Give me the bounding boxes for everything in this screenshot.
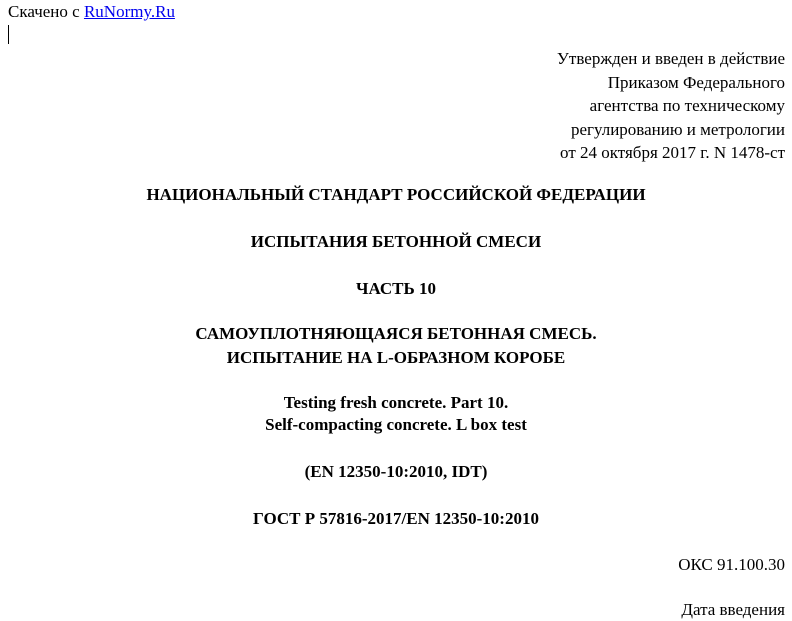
download-prefix: Скачено с xyxy=(8,2,80,21)
en-reference: (EN 12350-10:2010, IDT) xyxy=(304,462,488,481)
english-title xyxy=(0,392,792,436)
approval-line: Приказом Федерального xyxy=(607,72,785,92)
subject-title xyxy=(0,322,792,369)
subject-line: ИСПЫТАНИЕ НА L-ОБРАЗНОМ КОРОБЕ xyxy=(226,347,566,367)
approval-line: от 24 октября 2017 г. N 1478-ст xyxy=(560,143,785,162)
english-line: Self-compacting concrete. L box test xyxy=(265,415,527,434)
runormy-link[interactable]: RuNormy.Ru xyxy=(83,2,175,21)
part-title: ЧАСТЬ 10 xyxy=(355,279,436,298)
test-title: ИСПЫТАНИЯ БЕТОННОЙ СМЕСИ xyxy=(250,232,542,251)
download-source-line xyxy=(8,2,175,22)
gost-number: ГОСТ Р 57816-2017/EN 12350-10:2010 xyxy=(253,509,539,528)
approval-line: регулированию и метрологии xyxy=(570,119,785,139)
approval-block xyxy=(557,47,785,165)
standard-title: НАЦИОНАЛЬНЫЙ СТАНДАРТ РОССИЙСКОЙ ФЕДЕРАЦИИ xyxy=(146,185,646,204)
subject-line: САМОУПЛОТНЯЮЩАЯСЯ БЕТОННАЯ СМЕСЬ. xyxy=(195,324,597,343)
text-cursor xyxy=(8,25,9,44)
approval-line: Утвержден и введен в действие xyxy=(556,49,785,68)
approval-line: агентства по техническому xyxy=(589,96,785,115)
oks-code: ОКС 91.100.30 xyxy=(678,555,785,574)
english-line: Testing fresh concrete. Part 10. xyxy=(283,393,509,412)
intro-date-label: Дата введения xyxy=(681,600,785,619)
